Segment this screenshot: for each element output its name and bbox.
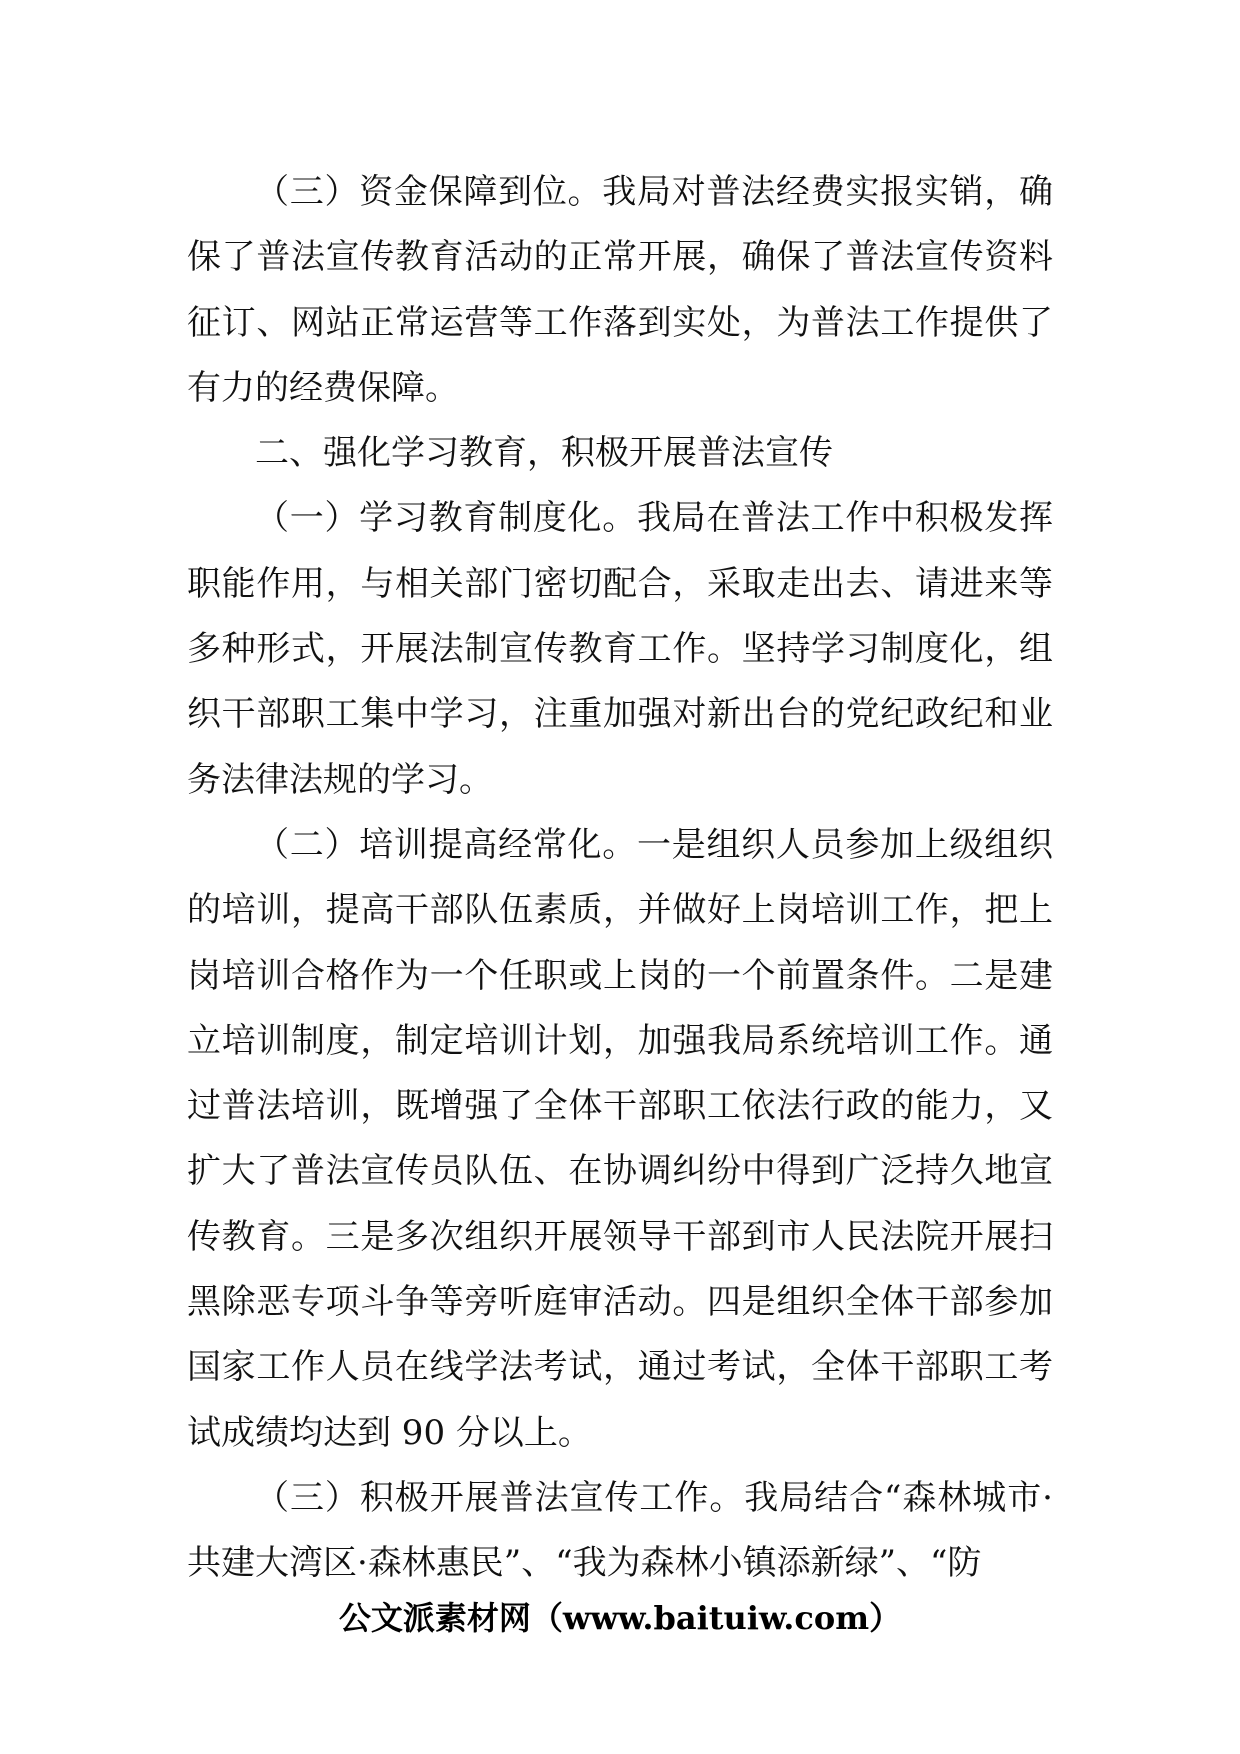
paragraph-training-regularized: （二）培训提高经常化。一是组织人员参加上级组织的培训，提高干部队伍素质，并做好上岗培训工作，把上岗培训合格作为一个任职或上岗的一个前置条件。二是建立培训制度，制定培训计划，加强我局系统培训工作。通过普法培训，既增强了全体干部职工依法行政的能力，又扩大了普法宣传员队伍、在协调纠纷中得到广泛持久地宣传教育。三是多次组织开展领导干部到市人民法院开展扫黑除恶专项斗争等旁听庭审活动。四是组织全体干部参加国家工作人员在线学法考试，通过考试，全体干部职工考试成绩均达到 90 分以上。 bbox=[187, 824, 1053, 1453]
document-body bbox=[187, 160, 1053, 1597]
paragraph-publicity-work: （三）积极开展普法宣传工作。我局结合“森林城市·共建大湾区·森林惠民”、“我为森林小镇添新绿”、“防 bbox=[187, 1477, 1053, 1584]
paragraph-funding-guarantee: （三）资金保障到位。我局对普法经费实报实销，确保了普法宣传教育活动的正常开展，确保了普法宣传资料征订、网站正常运营等工作落到实处，为普法工作提供了有力的经费保障。 bbox=[187, 172, 1053, 408]
footer-watermark: 公文派素材网（www.baituiw.com） bbox=[338, 1599, 902, 1637]
section-heading-study-education: 二、强化学习教育，积极开展普法宣传 bbox=[255, 433, 833, 474]
paragraph-study-institutionalized: （一）学习教育制度化。我局在普法工作中积极发挥职能作用，与相关部门密切配合，采取走出去、请进来等多种形式，开展法制宣传教育工作。坚持学习制度化，组织干部职工集中学习，注重加强对新出台的党纪政纪和业务法律法规的学习。 bbox=[187, 498, 1053, 800]
